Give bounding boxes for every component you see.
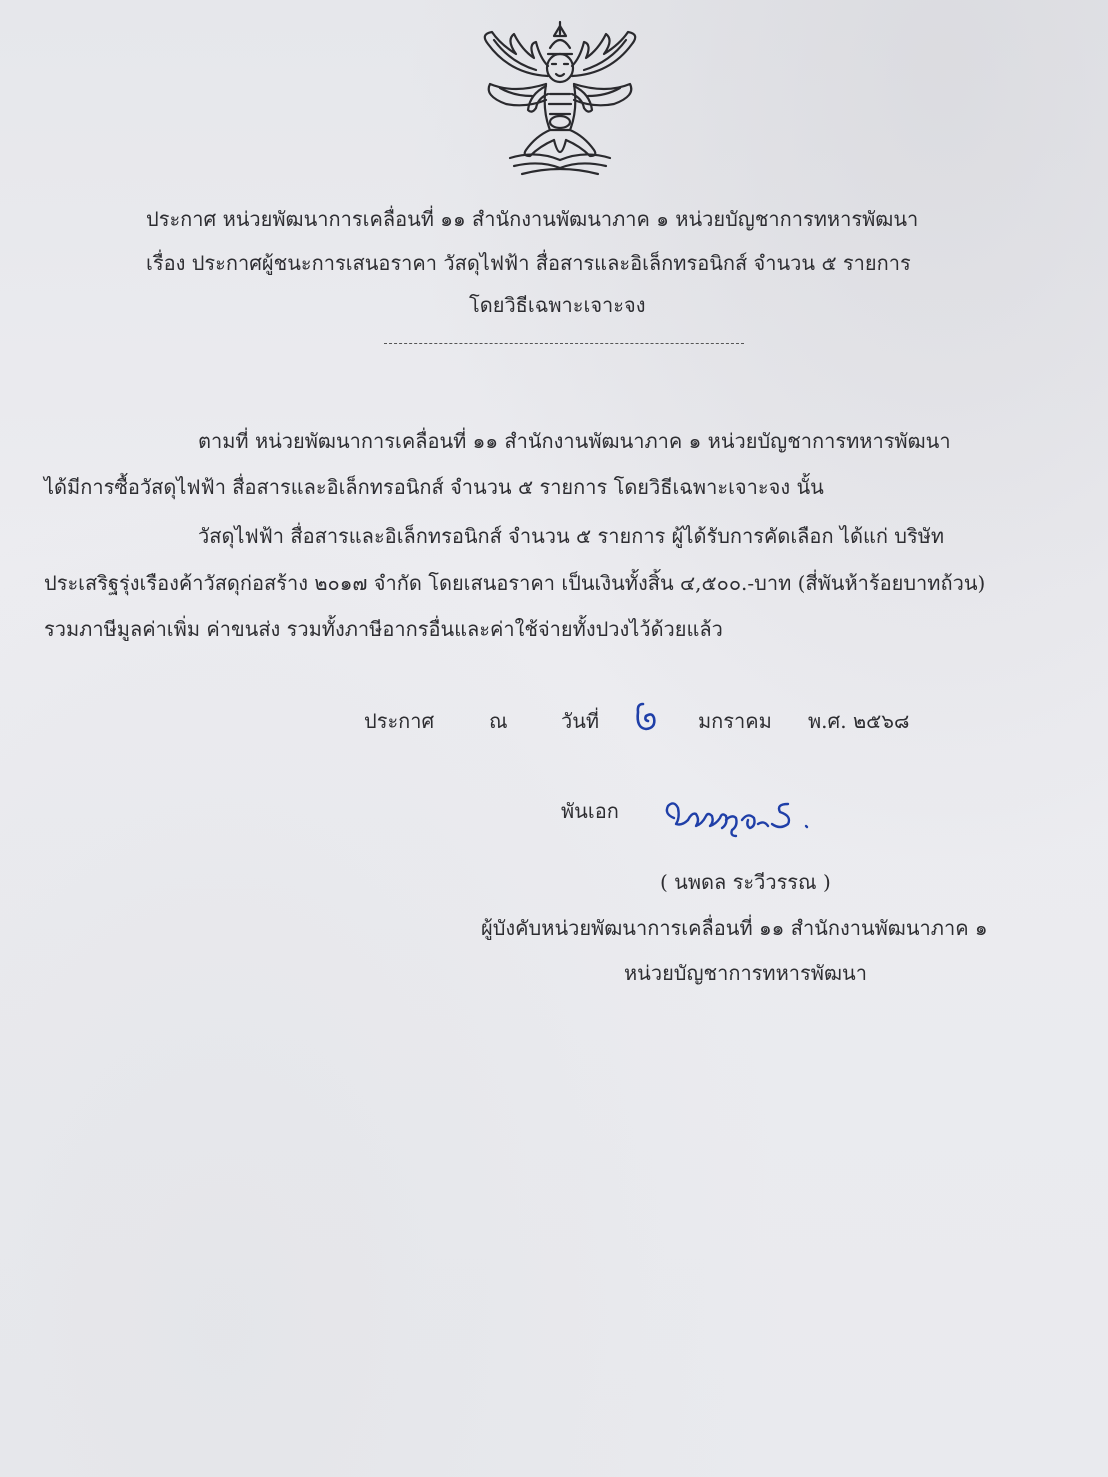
body-paragraph-2-line-2: ประเสริฐรุ่งเรืองค้าวัสดุก่อสร้าง ๒๐๑๗ จำกัด โดยเสนอราคา เป็นเงินทั้งสิ้น ๔,๕๐๐.-บาท (สี่พันห้าร้อยบาทถ้วน) bbox=[44, 571, 986, 595]
header-separator bbox=[384, 343, 744, 344]
handwritten-day bbox=[630, 698, 666, 738]
date-era: พ.ศ. ๒๕๖๘ bbox=[808, 709, 910, 733]
date-label: วันที่ bbox=[561, 709, 600, 733]
header-line-2-subject: เรื่อง ประกาศผู้ชนะการเสนอราคา วัสดุไฟฟ้า สื่อสารและอิเล็กทรอนิกส์ จำนวน ๕ รายการ bbox=[146, 251, 911, 275]
garuda-emblem-icon bbox=[470, 14, 650, 184]
signature-image bbox=[660, 790, 840, 840]
body-paragraph-1-line-1: ตามที่ หน่วยพัฒนาการเคลื่อนที่ ๑๑ สำนักงานพัฒนาภาค ๑ หน่วยบัญชาการทหารพัฒนา bbox=[198, 429, 951, 453]
signer-title-line-2: หน่วยบัญชาการทหารพัฒนา bbox=[624, 961, 867, 985]
date-month: มกราคม bbox=[698, 709, 772, 733]
header-line-1: ประกาศ หน่วยพัฒนาการเคลื่อนที่ ๑๑ สำนักงานพัฒนาภาค ๑ หน่วยบัญชาการทหารพัฒนา bbox=[146, 207, 919, 231]
body-paragraph-1-line-2: ได้มีการซื้อวัสดุไฟฟ้า สื่อสารและอิเล็กทรอนิกส์ จำนวน ๕ รายการ โดยวิธีเฉพาะเจาะจง นั้น bbox=[44, 475, 824, 499]
body-paragraph-2-line-1: วัสดุไฟฟ้า สื่อสารและอิเล็กทรอนิกส์ จำนวน ๕ รายการ ผู้ได้รับการคัดเลือก ได้แก่ บริษัท bbox=[198, 524, 945, 548]
date-prefix: ประกาศ bbox=[364, 709, 435, 733]
signer-name: ( นพดล ระวีวรรณ ) bbox=[660, 870, 831, 894]
signer-title-line-1: ผู้บังคับหน่วยพัฒนาการเคลื่อนที่ ๑๑ สำนักงานพัฒนาภาค ๑ bbox=[481, 916, 988, 940]
date-at: ณ bbox=[489, 709, 508, 733]
body-paragraph-2-line-3: รวมภาษีมูลค่าเพิ่ม ค่าขนส่ง รวมทั้งภาษีอากรอื่นและค่าใช้จ่ายทั้งปวงไว้ด้วยแล้ว bbox=[44, 617, 723, 641]
signer-rank: พันเอก bbox=[561, 799, 619, 823]
header-line-3-method: โดยวิธีเฉพาะเจาะจง bbox=[469, 293, 646, 317]
